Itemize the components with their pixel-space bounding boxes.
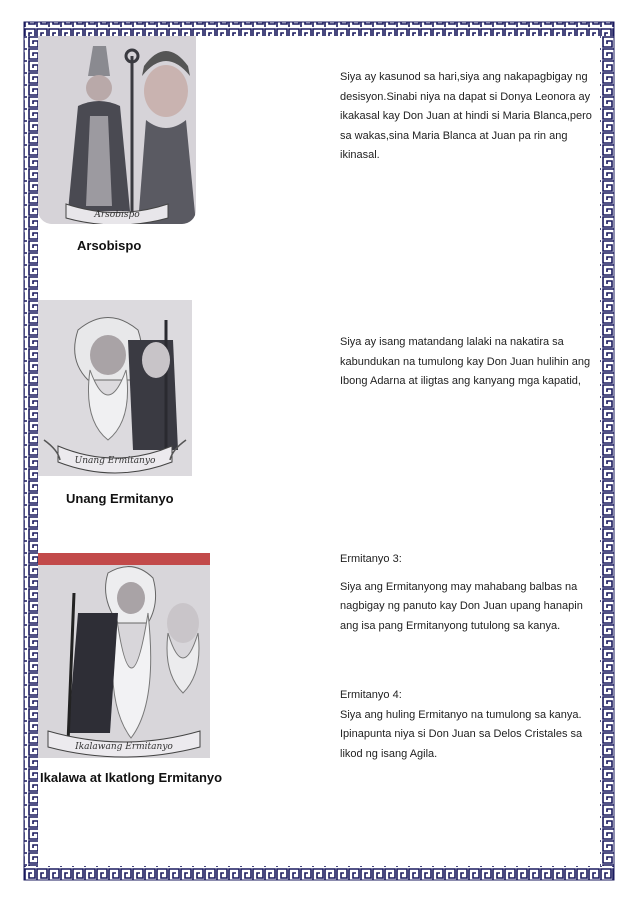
arsobispo-inscription: Arsobispo [94, 210, 140, 220]
description-heading: Ermitanyo 3: [340, 553, 402, 565]
ikalawa-ermitanyo-inscription: Ikalawang Ermitanyo [75, 742, 173, 752]
description-heading: Ermitanyo 4: [340, 689, 402, 701]
description-ermitanyo-3 [340, 550, 602, 644]
figure-caption-unang-ermitanyo: Unang Ermitanyo [66, 491, 174, 506]
description-text: Siya ay kasunod sa hari,siya ang nakapagbigay ng desisyon.Sinabi niya na dapat si Donya Leonora ay ikakasal kay Don Juan at hindi si Maria Blanca,pero sa wakas,sina Maria Blanca at Juan pa rin ang ikinasal. [340, 71, 592, 161]
ikalawa-ikatlong-ermitanyo-image [38, 553, 210, 758]
description-text: Siya ay isang matandang lalaki na nakatira sa kabundukan na tumulong kay Don Juan hulihin ang Ibong Adarna at iligtas ang kanyang mga kapatid, [340, 336, 591, 387]
figure-caption-ikalawa-ikatlong-ermitanyo: Ikalawa at Ikatlong Ermitanyo [40, 770, 223, 785]
description-arsobispo [340, 68, 602, 174]
description-text: Siya ang huling Ermitanyo na tumulong sa kanya. Ipinapunta niya si Don Juan sa Delos Cristales sa likod ng isang Agila. [340, 708, 583, 760]
description-text: Siya ang Ermitanyong may mahabang balbas na nagbigay ng panuto kay Don Juan upang hanapin ang isa pang Ermitanyong tutulong sa kanya. [340, 580, 583, 632]
arsobispo-image [38, 36, 196, 224]
description-ermitanyo-4 [340, 686, 602, 764]
figure-caption-arsobispo: Arsobispo [77, 238, 142, 253]
unang-ermitanyo-inscription: Unang Ermitanyo [74, 456, 156, 466]
description-unang-ermitanyo [340, 333, 602, 400]
unang-ermitanyo-image [38, 300, 192, 476]
